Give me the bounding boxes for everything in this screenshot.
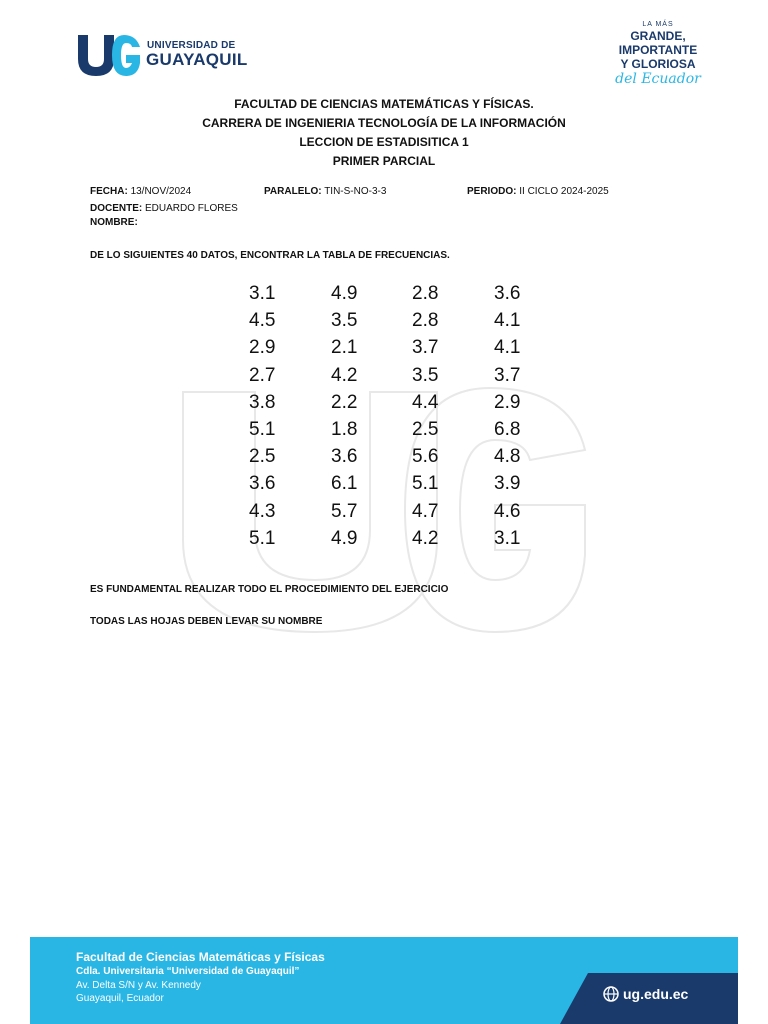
paralelo-label: PARALELO:: [264, 186, 322, 197]
data-cell: 3.1: [494, 527, 521, 549]
footer-dark-slant: [560, 973, 588, 1024]
data-cell: 2.8: [412, 310, 439, 332]
slogan-line1: GRANDE,: [630, 29, 686, 43]
faculty-title: FACULTAD DE CIENCIAS MATEMÁTICAS Y FÍSICAS.: [234, 97, 534, 111]
data-row: [249, 334, 549, 361]
data-row: [249, 443, 549, 470]
nombre-label: NOMBRE:: [90, 217, 138, 228]
slogan-line3: Y GLORIOSA: [620, 57, 696, 71]
data-cell: 5.1: [249, 418, 276, 440]
data-row: [249, 362, 549, 389]
data-cell: 5.1: [412, 473, 439, 495]
website-link[interactable]: [603, 986, 688, 1002]
data-cell: 4.7: [412, 500, 439, 522]
periodo-value: II CICLO 2024-2025: [519, 186, 609, 197]
data-row: [249, 307, 549, 334]
instruction-text: DE LO SIGUIENTES 40 DATOS, ENCONTRAR LA TABLA DE FRECUENCIAS.: [90, 250, 450, 261]
document-titles: [0, 95, 768, 171]
paralelo-field: [264, 186, 386, 197]
data-cell: 3.1: [249, 283, 276, 304]
fecha-label: FECHA:: [90, 186, 128, 197]
data-cell: 4.2: [412, 527, 439, 549]
data-cell: 3.6: [331, 446, 358, 468]
data-cell: 2.1: [331, 337, 358, 359]
data-grid: [249, 280, 549, 552]
data-cell: 3.5: [331, 310, 358, 332]
data-cell: 3.7: [412, 337, 439, 359]
data-cell: 6.1: [331, 473, 358, 495]
ug-logo-mark-icon: [76, 33, 142, 77]
footer-campus: Cdla. Universitaria “Universidad de Guayaquil”: [76, 966, 300, 977]
data-cell: 2.9: [249, 337, 276, 359]
data-cell: 3.7: [494, 364, 521, 386]
partial-title: PRIMER PARCIAL: [332, 154, 436, 168]
docente-value: EDUARDO FLORES: [145, 203, 238, 214]
data-row: [249, 498, 549, 525]
data-cell: 4.6: [494, 500, 521, 522]
data-cell: 4.4: [412, 391, 439, 413]
data-cell: 3.6: [494, 283, 521, 304]
data-row: [249, 389, 549, 416]
globe-icon: [603, 986, 619, 1002]
data-cell: 5.6: [412, 446, 439, 468]
data-cell: 3.5: [412, 364, 439, 386]
data-row: [249, 525, 549, 552]
data-row: [249, 470, 549, 497]
data-cell: 4.9: [331, 527, 358, 549]
data-cell: 2.5: [412, 418, 439, 440]
slogan-logo: [600, 20, 716, 87]
data-cell: 2.8: [412, 283, 439, 304]
data-cell: 2.5: [249, 446, 276, 468]
slogan-script: del Ecuador: [615, 71, 701, 87]
data-cell: 2.7: [249, 364, 276, 386]
data-cell: 4.2: [331, 364, 358, 386]
procedure-note: ES FUNDAMENTAL REALIZAR TODO EL PROCEDIMIENTO DEL EJERCICIO: [90, 584, 449, 595]
data-row: [249, 416, 549, 443]
ug-logo: [76, 33, 256, 77]
footer-city: Guayaquil, Ecuador: [76, 993, 164, 1004]
periodo-field: [467, 186, 609, 197]
data-cell: 2.9: [494, 391, 521, 413]
data-cell: 4.3: [249, 500, 276, 522]
data-row: [249, 280, 549, 307]
data-cell: 4.1: [494, 337, 521, 359]
data-cell: 4.9: [331, 283, 358, 304]
data-cell: 3.9: [494, 473, 521, 495]
nombre-field: [90, 217, 138, 228]
slogan-top: LA MÁS: [642, 21, 674, 28]
footer-faculty: Facultad de Ciencias Matemáticas y Físicas: [76, 950, 325, 964]
data-cell: 6.8: [494, 418, 521, 440]
data-cell: 5.7: [331, 500, 358, 522]
fecha-value: 13/NOV/2024: [130, 186, 192, 197]
data-cell: 2.2: [331, 391, 358, 413]
docente-field: [90, 203, 238, 214]
data-cell: 4.1: [494, 310, 521, 332]
data-cell: 1.8: [331, 418, 358, 440]
paralelo-value: TIN-S-NO-3-3: [324, 186, 387, 197]
data-cell: 4.8: [494, 446, 521, 468]
slogan-line2: IMPORTANTE: [618, 43, 698, 57]
data-cell: 4.5: [249, 310, 276, 332]
website-text: ug.edu.ec: [623, 986, 689, 1002]
footer-address: Av. Delta S/N y Av. Kennedy: [76, 980, 201, 991]
docente-label: DOCENTE:: [90, 203, 143, 214]
name-note: TODAS LAS HOJAS DEBEN LEVAR SU NOMBRE: [90, 616, 323, 627]
data-cell: 3.8: [249, 391, 276, 413]
university-label-big: GUAYAQUIL: [146, 50, 248, 69]
lesson-title: LECCION DE ESTADISITICA 1: [299, 135, 469, 149]
data-cell: 5.1: [249, 527, 276, 549]
career-title: CARRERA DE INGENIERIA TECNOLOGÍA DE LA INFORMACIÓN: [202, 116, 566, 130]
university-label-small: UNIVERSIDAD DE: [147, 40, 236, 51]
fecha-field: [90, 186, 191, 197]
periodo-label: PERIODO:: [467, 186, 517, 197]
data-cell: 3.6: [249, 473, 276, 495]
